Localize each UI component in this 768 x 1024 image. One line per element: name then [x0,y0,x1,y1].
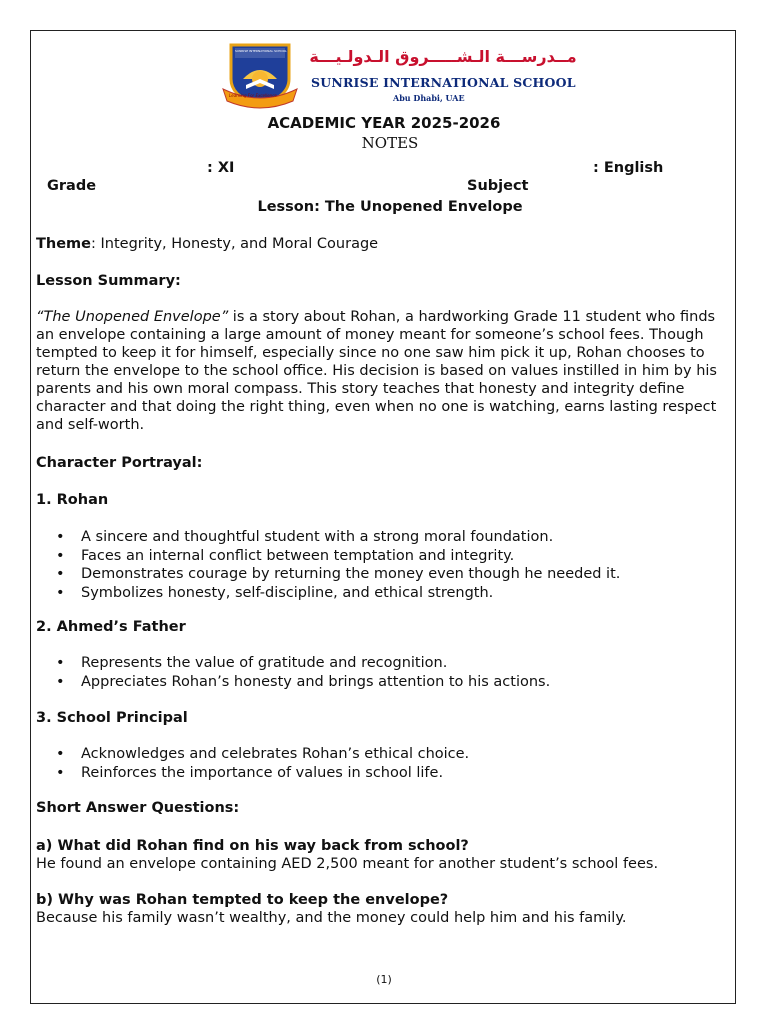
character-points [36,654,732,691]
logo-ribbon-text: Learning For Excellence [229,93,277,98]
characters-heading: Character Portrayal: [36,455,203,471]
theme-label: Theme [36,236,91,252]
character-name: 2. Ahmed’s Father [36,619,186,635]
question: a) What did Rohan find on his way back from school? [36,838,469,854]
list-item: • Faces an internal conflict between temptation and integrity. [36,547,732,566]
list-item: • A sincere and thoughtful student with a strong moral foundation. [36,528,732,547]
subject-label: Subject [467,178,529,194]
logo-top-text: SUNRISE INTERNATIONAL SCHOOL [235,49,287,53]
summary-title: “The Unopened Envelope” [36,309,229,325]
answer: Because his family wasn’t wealthy, and the money could help him and his family. [36,910,627,926]
summary-paragraph [36,308,732,434]
list-item: • Acknowledges and celebrates Rohan’s ethical choice. [36,745,732,764]
list-item: • Reinforces the importance of values in school life. [36,764,732,783]
school-location: Abu Dhabi, UAE [393,93,465,103]
character-points [36,745,732,782]
questions-heading: Short Answer Questions: [36,800,240,816]
school-name: SUNRISE INTERNATIONAL SCHOOL [311,75,576,90]
summary-heading: Lesson Summary: [36,273,181,289]
theme-line [36,235,732,253]
doc-type: NOTES [361,134,419,152]
character-name: 1. Rohan [36,492,109,508]
theme-text: : Integrity, Honesty, and Moral Courage [91,236,379,252]
character-points [36,528,732,602]
grade-value: : XI [207,160,235,176]
answer: He found an envelope containing AED 2,500 meant for another student’s school fees. [36,856,659,872]
summary-text: is a story about Rohan, a hardworking Grade 11 student who finds an envelope containing a large amount of money meant for someone’s school fees. Though tempted to keep it for himself, especially since no one saw him pick it up, Rohan chooses to return the envelope to the school office. His decision is based on values instilled in him by his parents and his own moral compass. This story teaches that honesty and integrity define character and that doing the right thing, even when no one is watching, earns lasting respect and self-worth. [36,309,717,433]
character-name: 3. School Principal [36,710,188,726]
question: b) Why was Rohan tempted to keep the envelope? [36,892,449,908]
school-arabic-name: مــدرســـة الـشـــــروق الـدولـيـــة [309,47,577,66]
subject-value: : English [593,160,664,176]
list-item: • Symbolizes honesty, self-discipline, and ethical strength. [36,584,732,603]
list-item: • Represents the value of gratitude and recognition. [36,654,732,673]
page-number: (1) [376,973,392,986]
grade-label: Grade [47,178,97,194]
academic-year: ACADEMIC YEAR 2025-2026 [267,114,501,132]
lesson-title: Lesson: The Unopened Envelope [257,199,523,215]
document-page [30,30,736,1004]
list-item: • Appreciates Rohan’s honesty and brings attention to his actions. [36,673,732,692]
list-item: • Demonstrates courage by returning the money even though he needed it. [36,565,732,584]
